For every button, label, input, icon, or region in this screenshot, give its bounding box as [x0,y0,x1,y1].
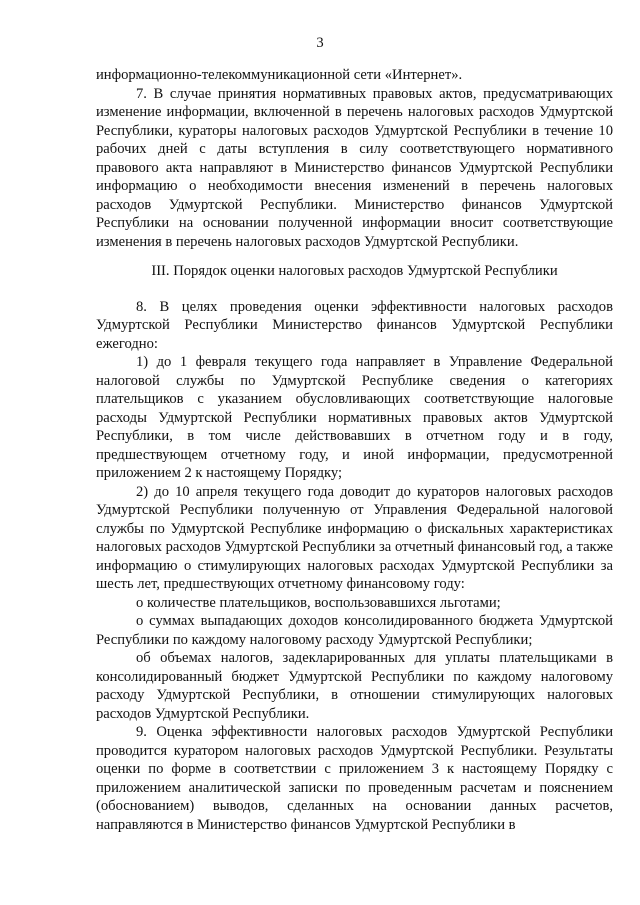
document-body [96,66,613,834]
paragraph-8-subitem-payers: о количестве плательщиков, воспользовавшихся льготами; [136,594,501,611]
paragraph-9: 9. Оценка эффективности налоговых расходов Удмуртской Республики проводится куратором налоговых расходов Удмуртской Республики. Результаты оценки по форме в соответствии с приложением 3 к настоящему Порядку с приложением аналитической записки по проведенным расчетам и пояснением (обоснованием) выводов, сделанных на основании данных расчетов, направляются в Министерство финансов Удмуртской Республики в [96,724,613,833]
paragraph-8-subitem-revenue: о суммах выпадающих доходов консолидированного бюджета Удмуртской Республики по каждому налоговому расходу Удмуртской Республики; [96,613,613,648]
paragraph-8-item-2: 2) до 10 апреля текущего года доводит до кураторов налоговых расходов Удмуртской Республики полученную от Управления Федеральной налоговой службы по Удмуртской Республике информацию о фискальных характеристиках налоговых расходов Удмуртской Республики за отчетный финансовый год, а также информацию о стимулирующих налоговых расходах Удмуртской Республики за шесть лет, предшествующих отчетному финансовому году: [96,483,613,592]
paragraph-continuation: информационно-телекоммуникационной сети «Интернет». [96,67,463,83]
paragraph-8-subitem-taxes: об объемах налогов, задекларированных для уплаты плательщиками в консолидированный бюджет Удмуртской Республики по каждому налоговому расходу Удмуртской Республики, в отношении стимулирующих налоговых расходов Удмуртской Республики. [96,650,613,722]
section-heading: III. Порядок оценки налоговых расходов Удмуртской Республики [151,263,558,279]
paragraph-7: 7. В случае принятия нормативных правовых актов, предусматривающих изменение информации, включенной в перечень налоговых расходов Удмуртской Республики, кураторы налоговых расходов Удмуртской Республики в течение 10 рабочих дней с даты вступления в силу соответствующего нормативного правового акта направляют в Министерство финансов Удмуртской Республики информацию о необходимости внесения изменений в перечень налоговых расходов Удмуртской Республики. Министерство финансов Удмуртской Республики на основании полученной информации вносит соответствующие изменения в перечень налоговых расходов Удмуртской Республики. [96,85,613,250]
page-number: 3 [316,35,324,51]
paragraph-8-item-1: 1) до 1 февраля текущего года направляет в Управление Федеральной налоговой службы по Удмуртской Республике сведения о категориях плательщиков с указанием обусловливающих соответствующие налоговые расходы Удмуртской Республики нормативных правовых актов Удмуртской Республики, в том числе действовавших в отчетном году и в году, предшествующем отчетному году, и иной информации, предусмотренной приложением 2 к настоящему Порядку; [96,354,613,481]
paragraph-8: 8. В целях проведения оценки эффективности налоговых расходов Удмуртской Республики Министерство финансов Удмуртской Республики ежегодно: [96,298,613,352]
